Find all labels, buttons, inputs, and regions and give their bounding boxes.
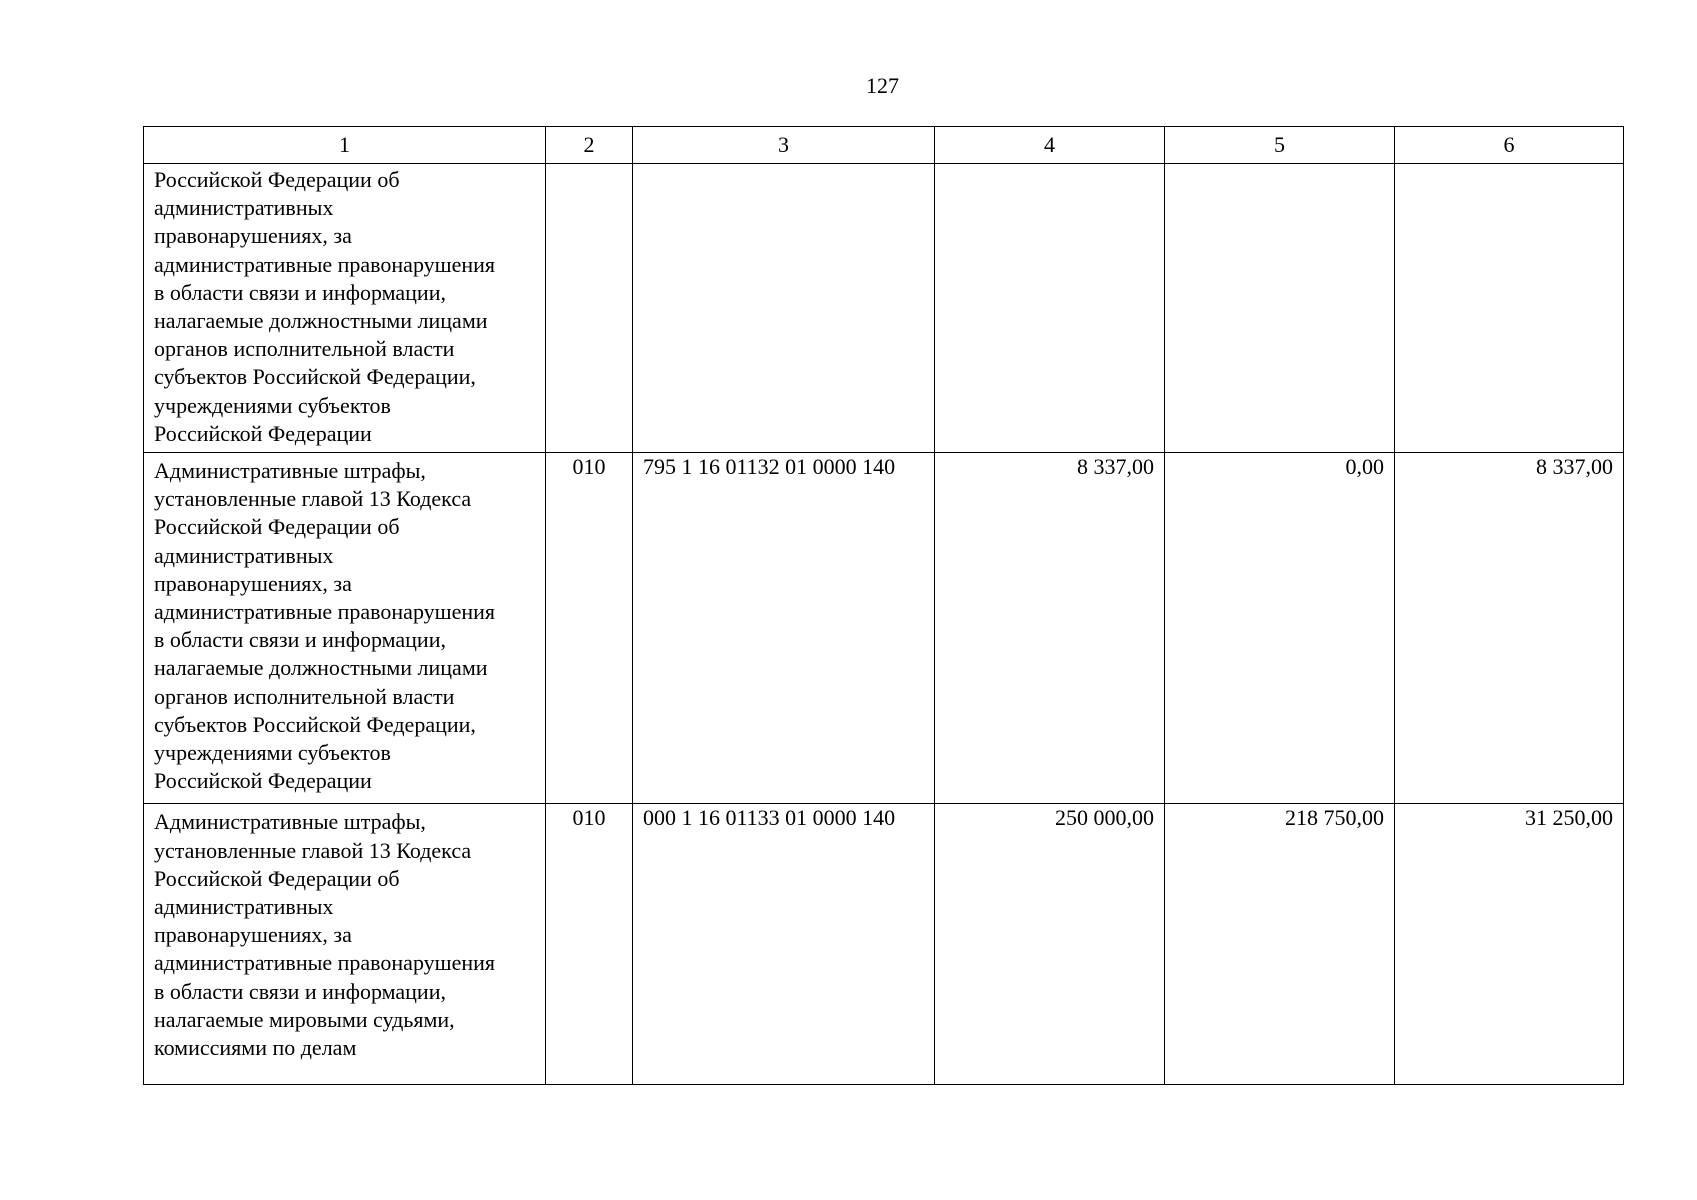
name-line: учреждениями субъектов — [154, 740, 391, 766]
name-line: Российской Федерации — [154, 768, 372, 794]
name-line: налагаемые должностными лицами — [154, 655, 488, 681]
cell-col4: 250 000,00 — [935, 804, 1165, 1085]
name-line: правонарушениях, за — [154, 570, 352, 596]
cell-name — [144, 804, 546, 1085]
name-line: Административные штрафы, — [154, 809, 426, 835]
header-col-3: 3 — [633, 127, 935, 164]
cell-col5: 0,00 — [1165, 453, 1395, 804]
name-line: органов исполнительной власти — [154, 683, 455, 709]
header-col-5: 5 — [1165, 127, 1395, 164]
name-line: Российской Федерации — [154, 420, 372, 446]
header-col-6: 6 — [1395, 127, 1624, 164]
cell-col4: 8 337,00 — [935, 453, 1165, 804]
table-row — [144, 164, 1624, 453]
name-line: административных — [154, 195, 334, 221]
name-line: Российской Федерации об — [154, 514, 400, 540]
cell-code — [546, 164, 633, 453]
cell-name — [144, 453, 546, 804]
cell-code: 010 — [546, 453, 633, 804]
name-line: учреждениями субъектов — [154, 392, 391, 418]
cell-col6: 31 250,00 — [1395, 804, 1624, 1085]
name-line: Российской Федерации об — [154, 865, 400, 891]
cell-name — [144, 164, 546, 453]
name-line: правонарушениях, за — [154, 922, 352, 948]
name-line: административные правонарушения — [154, 599, 496, 625]
cell-col4 — [935, 164, 1165, 453]
header-col-2: 2 — [546, 127, 633, 164]
name-line: субъектов Российской Федерации, — [154, 711, 476, 737]
cell-kbk: 795 1 16 01132 01 0000 140 — [633, 453, 935, 804]
name-line: в области связи и информации, — [154, 627, 446, 653]
header-col-1: 1 — [144, 127, 546, 164]
name-line: органов исполнительной власти — [154, 336, 455, 362]
name-line: административных — [154, 542, 334, 568]
table-header — [144, 127, 1624, 164]
name-line: административных — [154, 894, 334, 920]
cell-col6: 8 337,00 — [1395, 453, 1624, 804]
name-line: налагаемые должностными лицами — [154, 308, 488, 334]
cell-col5 — [1165, 164, 1395, 453]
table-row — [144, 453, 1624, 804]
name-line: Российской Федерации об — [154, 167, 400, 192]
page-number: 127 — [866, 73, 899, 98]
name-line: административные правонарушения — [154, 950, 496, 976]
name-line: налагаемые мировыми судьями, — [154, 1006, 455, 1032]
name-line: субъектов Российской Федерации, — [154, 364, 476, 390]
cell-kbk — [633, 164, 935, 453]
budget-table — [143, 126, 1624, 1085]
name-line: в области связи и информации, — [154, 279, 446, 305]
cell-col6 — [1395, 164, 1624, 453]
header-row — [144, 127, 1624, 164]
name-line: установленные главой 13 Кодекса — [154, 837, 472, 863]
header-col-4: 4 — [935, 127, 1165, 164]
cell-code: 010 — [546, 804, 633, 1085]
name-line: комиссиями по делам — [154, 1035, 357, 1061]
name-line: правонарушениях, за — [154, 223, 352, 249]
name-line: административные правонарушения — [154, 251, 496, 277]
table-body — [144, 164, 1624, 1085]
name-line: установленные главой 13 Кодекса — [154, 486, 472, 512]
name-line: в области связи и информации, — [154, 978, 446, 1004]
table-row — [144, 804, 1624, 1085]
cell-kbk: 000 1 16 01133 01 0000 140 — [633, 804, 935, 1085]
cell-col5: 218 750,00 — [1165, 804, 1395, 1085]
name-line: Административные штрафы, — [154, 458, 426, 484]
